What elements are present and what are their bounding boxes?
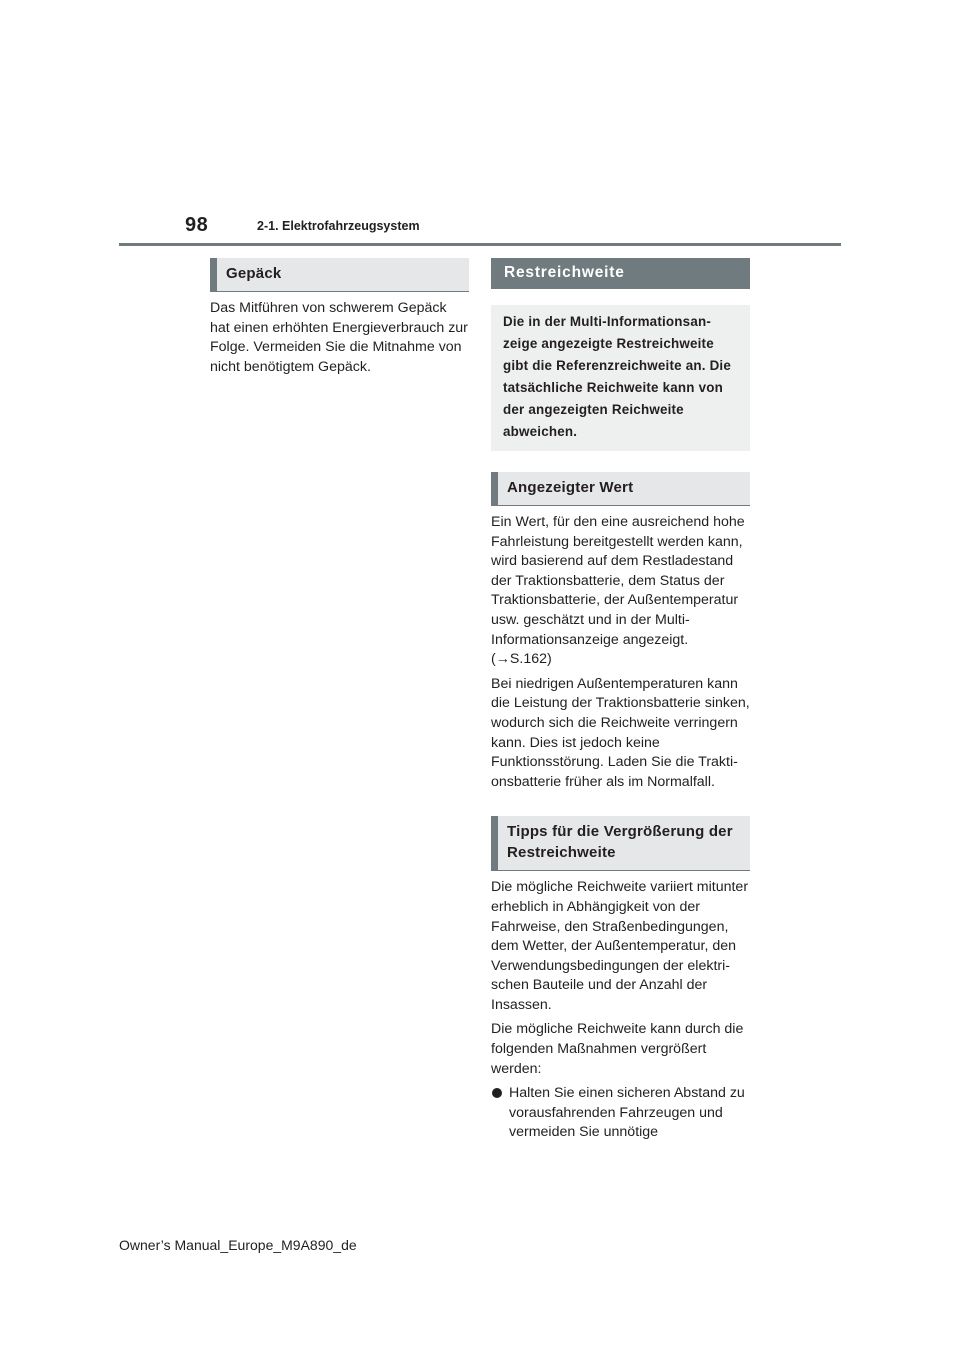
heading-restreichweite: Restreichweite — [491, 258, 750, 289]
section-title: 2-1. Elektrofahrzeugsystem — [257, 219, 420, 233]
notice-box: Die in der Multi-Informationsanzeige angezeigte Restreichweite gibt die Referenzreichweite an. Die tatsächliche Reichweite kann von der angezeigten Reichweite abweichen. — [491, 305, 750, 451]
page-number: 98 — [185, 214, 209, 236]
subheading-angezeigter-wert: Angezeigter Wert — [491, 472, 750, 506]
list-item — [491, 1084, 750, 1143]
paragraph-reichweite-variiert: Die mögliche Reichweite variiert mitunter erheblich in Abhängigkeit von der Fahrweise, den Straßenbedingungen, dem Wetter, der Außentemperatur, den Verwendungsbedingungen der elektrischen Bauteile und der Anzahl der Insassen. — [491, 879, 749, 1013]
subheading-tipps: Tipps für die Vergrößerung der Restreichweite — [491, 816, 750, 871]
paragraph-angezeigter-wert: Ein Wert, für den eine ausreichend hohe Fahrleistung bereitgestellt werden kann, wird basierend auf dem Restladestand der Traktionsbatterie, dem Status der Traktionsbatterie, der Außentemperatur usw. geschätzt und in der Multi-Informationsanzeige angezeigt. (→S.162) — [491, 514, 745, 668]
right-column — [491, 258, 750, 1143]
header-divider — [119, 243, 841, 246]
bullet-icon — [492, 1088, 502, 1098]
footer-text: Owner’s Manual_Europe_M9A890_de — [119, 1237, 357, 1253]
paragraph-niedrige-temperaturen: Bei niedrigen Außentemperaturen kann die Leistung der Traktionsbatterie sinken, wodurch sich die Reichweite verringern kann. Dies ist jedoch keine Funktionsstörung. Laden Sie die Traktionsbatterie früher als im Normalfall. — [491, 675, 750, 790]
paragraph-massnahmen: Die mögliche Reichweite kann durch die folgenden Maßnahmen vergrößert werden: — [491, 1021, 744, 1077]
heading-gepaeck: Gepäck — [210, 258, 469, 292]
bullet-text: Halten Sie einen sicheren Abstand zu vorausfahrenden Fahrzeugen und vermeiden Sie unnötige — [509, 1085, 745, 1141]
left-column — [210, 258, 469, 377]
paragraph-gepaeck: Das Mitführen von schwerem Gepäck hat einen erhöhten Energieverbrauch zur Folge. Vermeiden Sie die Mitnahme von nicht benötigtem Gepäck. — [210, 300, 468, 375]
